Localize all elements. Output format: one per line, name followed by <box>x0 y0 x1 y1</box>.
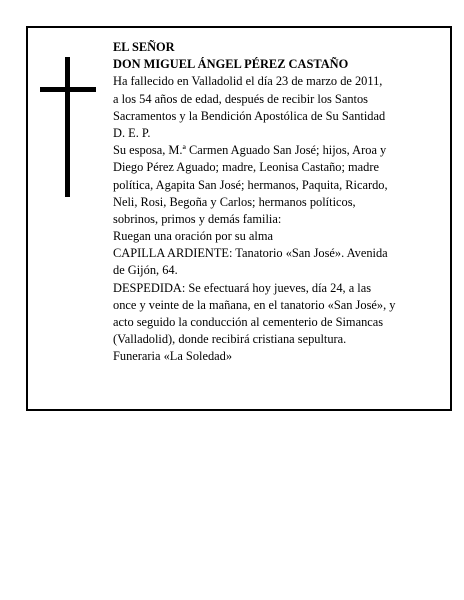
obituary-notice <box>26 26 452 411</box>
deceased-name: DON MIGUEL ÁNGEL PÉREZ CASTAÑO <box>113 57 349 72</box>
notice-line: Su esposa, M.ª Carmen Aguado San José; hijos, Aroa y <box>113 143 387 158</box>
cross-vertical-bar <box>65 57 70 197</box>
notice-line: Diego Pérez Aguado; madre, Leonisa Castaño; madre <box>113 160 379 175</box>
notice-line: política, Agapita San José; hermanos, Paquita, Ricardo, <box>113 177 388 192</box>
notice-text <box>113 39 448 366</box>
notice-line: DESPEDIDA: Se efectuará hoy jueves, día 24, a las <box>113 280 372 295</box>
notice-line: Neli, Rosi, Begoña y Carlos; hermanos políticos, <box>113 194 356 209</box>
notice-line: Sacramentos y la Bendición Apostólica de Su Santidad <box>113 108 386 123</box>
notice-line: acto seguido la conducción al cementerio de Simancas <box>113 315 384 329</box>
notice-line: Ruegan una oración por su alma <box>113 229 273 244</box>
notice-line: Funeraria «La Soledad» <box>113 349 233 364</box>
notice-line: CAPILLA ARDIENTE: Tanatorio «San José». Avenida <box>113 246 388 261</box>
notice-line: once y veinte de la mañana, en el tanatorio «San José», y <box>113 297 396 312</box>
notice-line: de Gijón, 64. <box>113 263 178 278</box>
cross-horizontal-bar <box>40 87 96 92</box>
notice-line: Ha fallecido en Valladolid el día 23 de marzo de 2011, <box>113 74 383 89</box>
notice-line: D. E. P. <box>113 125 151 140</box>
notice-line: a los 54 años de edad, después de recibir los Santos <box>113 91 368 106</box>
notice-title: EL SEÑOR <box>113 40 175 54</box>
notice-line: sobrinos, primos y demás familia: <box>113 211 282 226</box>
cross-icon <box>40 57 96 197</box>
notice-line: (Valladolid), donde recibirá cristiana sepultura. <box>113 332 347 347</box>
